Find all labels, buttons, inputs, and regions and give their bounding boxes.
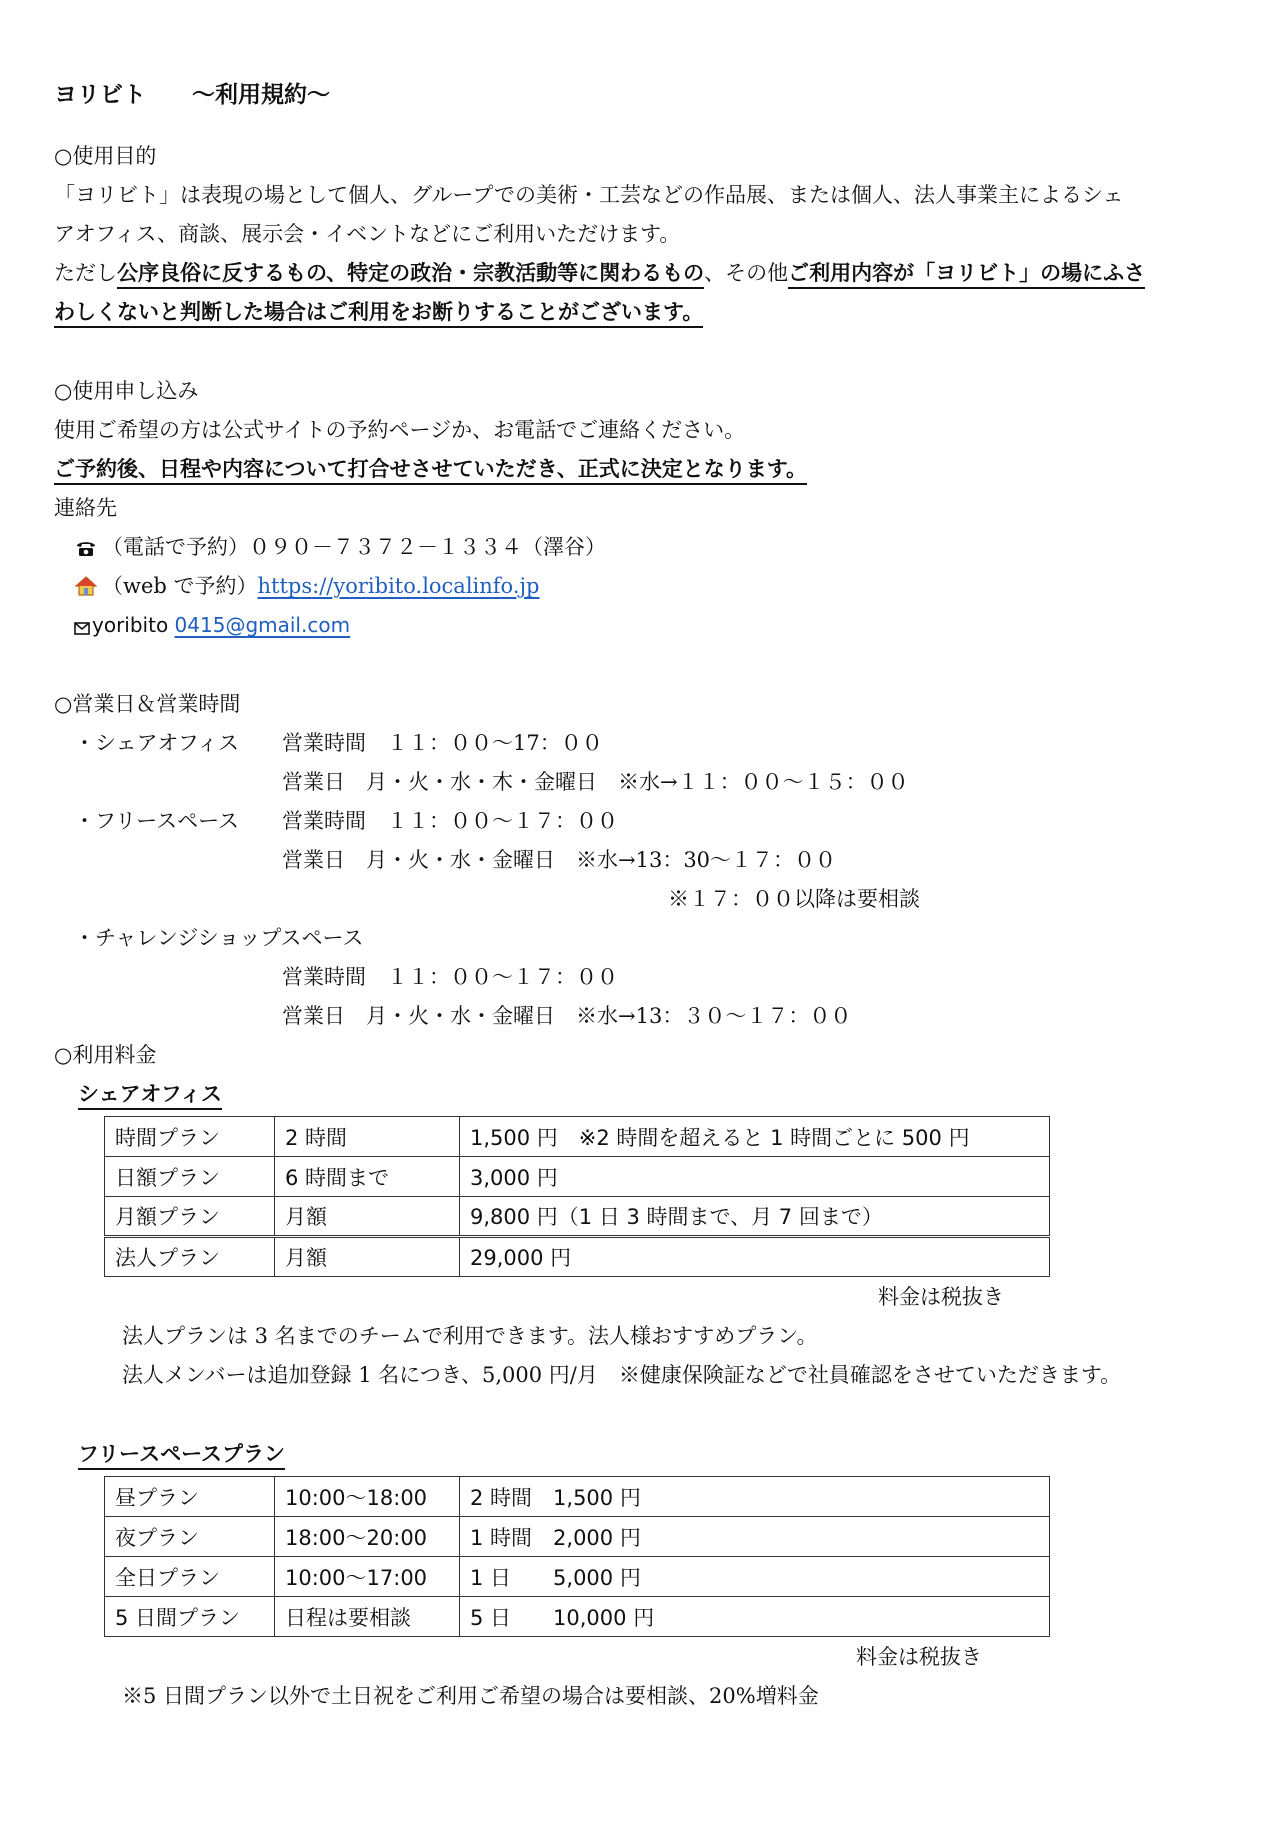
plan-name: 日額プラン (105, 1157, 275, 1197)
plan-time: 日程は要相談 (275, 1597, 460, 1637)
table-row (105, 1477, 1050, 1517)
plan-time: 18:00～20:00 (275, 1517, 460, 1557)
purpose-line-3-pre: ただし (54, 261, 117, 285)
plan-price: 1 時間 2,000 円 (460, 1517, 1050, 1557)
plan-price: 1,500 円 ※2 時間を超えると 1 時間ごとに 500 円 (460, 1117, 1050, 1157)
share-office-note-1: 法人プランは 3 名までのチームで利用できます。法人様おすすめプラン。 (122, 1324, 818, 1348)
plan-name: 全日プラン (105, 1557, 275, 1597)
contact-web-label: （web で予約） (102, 574, 258, 598)
table-row (105, 1597, 1050, 1637)
free-space-days: 営業日 月・火・水・金曜日 ※水→13：30～１７：００ (282, 848, 837, 872)
challenge-label: ・チャレンジショップスペース (74, 926, 364, 950)
share-office-fee-table (104, 1116, 1050, 1277)
share-office-note-2: 法人メンバーは追加登録 1 名につき、5,000 円/月 ※健康保険証などで社員確認をさせていただきます。 (122, 1363, 1122, 1387)
plan-name: 法人プラン (105, 1237, 275, 1277)
contact-mail (74, 610, 350, 640)
contact-web (74, 571, 539, 601)
plan-name: 月額プラン (105, 1197, 275, 1237)
table-row (105, 1197, 1050, 1237)
challenge-days: 営業日 月・火・水・金曜日 ※水→13：３０～１７：００ (282, 1004, 852, 1028)
contact-phone (74, 532, 606, 562)
share-office-fee-title-text: シェアオフィス (78, 1081, 222, 1110)
table-row (105, 1157, 1050, 1197)
application-heading: ○使用申し込み (54, 379, 199, 403)
share-office-time: 営業時間 １１：００～17：００ (282, 731, 603, 755)
free-space-note: ※5 日間プラン以外で土日祝をご利用ご希望の場合は要相談、20%増料金 (122, 1684, 819, 1708)
purpose-restriction-bold: 公序良俗に反するもの、特定の政治・宗教活動等に関わるもの (117, 260, 704, 289)
free-space-fee-title-text: フリースペースプラン (78, 1441, 285, 1470)
purpose-line-4 (54, 297, 703, 327)
plan-time: 10:00～18:00 (275, 1477, 460, 1517)
application-decision-bold: ご予約後、日程や内容について打合せさせていただき、正式に決定となります。 (54, 456, 807, 485)
free-space-time: 営業時間 １１：００～１７：００ (282, 809, 618, 833)
plan-price: 9,800 円（1 日 3 時間まで、月 7 回まで） (460, 1197, 1050, 1237)
mail-icon (74, 610, 90, 640)
hours-heading: ○営業日＆営業時間 (54, 692, 241, 716)
challenge-time: 営業時間 １１：００～１７：００ (282, 965, 618, 989)
plan-name: 時間プラン (105, 1117, 275, 1157)
phone-icon (74, 532, 98, 562)
purpose-line-3 (54, 258, 1145, 288)
purpose-line-3-mid: 、その他 (704, 261, 789, 285)
plan-name: 昼プラン (105, 1477, 275, 1517)
table-row (105, 1557, 1050, 1597)
plan-name: 夜プラン (105, 1517, 275, 1557)
plan-unit: 2 時間 (275, 1117, 460, 1157)
plan-unit: 6 時間まで (275, 1157, 460, 1197)
free-space-tax-note: 料金は税抜き (856, 1645, 982, 1669)
free-space-fee-title (78, 1439, 285, 1469)
purpose-refusal-bold-cont: わしくないと判断した場合はご利用をお断りすることがございます。 (54, 299, 703, 328)
free-space-fee-table (104, 1476, 1050, 1637)
plan-price: 5 日 10,000 円 (460, 1597, 1050, 1637)
plan-price: 1 日 5,000 円 (460, 1557, 1050, 1597)
table-row (105, 1517, 1050, 1557)
purpose-refusal-bold: ご利用内容が「ヨリビト」の場にふさ (788, 260, 1145, 289)
share-office-tax-note: 料金は税抜き (878, 1285, 1004, 1309)
plan-price: 3,000 円 (460, 1157, 1050, 1197)
document-title: ヨリビト 〜利用規約〜 (54, 81, 330, 108)
purpose-heading: ○使用目的 (54, 144, 157, 168)
plan-unit: 月額 (275, 1237, 460, 1277)
plan-unit: 月額 (275, 1197, 460, 1237)
fees-heading: ○利用料金 (54, 1043, 157, 1067)
plan-price: 29,000 円 (460, 1237, 1050, 1277)
share-office-fee-title (78, 1079, 222, 1109)
plan-name: 5 日間プラン (105, 1597, 275, 1637)
share-office-label: ・シェアオフィス (74, 731, 240, 755)
contact-phone-text: （電話で予約）０９０－７３７２－１３３４（澤谷） (102, 535, 606, 559)
plan-price: 2 時間 1,500 円 (460, 1477, 1050, 1517)
mail-user: yoribito (92, 613, 175, 637)
purpose-line-1: 「ヨリビト」は表現の場として個人、グループでの美術・工芸などの作品展、または個人、法人事業主によるシェ (54, 183, 1124, 207)
free-space-note: ※１７：００以降は要相談 (668, 887, 920, 911)
application-line-1: 使用ご希望の方は公式サイトの予約ページか、お電話でご連絡ください。 (54, 418, 746, 442)
plan-time: 10:00～17:00 (275, 1557, 460, 1597)
contact-heading: 連絡先 (54, 496, 117, 520)
application-line-2 (54, 454, 807, 484)
website-link[interactable]: https://yoribito.localinfo.jp (257, 574, 540, 598)
free-space-label: ・フリースペース (74, 809, 240, 833)
share-office-days: 営業日 月・火・水・木・金曜日 ※水→１１：００～１５：００ (282, 770, 909, 794)
home-icon (74, 571, 98, 601)
table-row (105, 1117, 1050, 1157)
email-link[interactable]: 0415@gmail.com (174, 613, 351, 637)
purpose-line-2: アオフィス、商談、展示会・イベントなどにご利用いただけます。 (54, 222, 681, 246)
table-row (105, 1237, 1050, 1277)
